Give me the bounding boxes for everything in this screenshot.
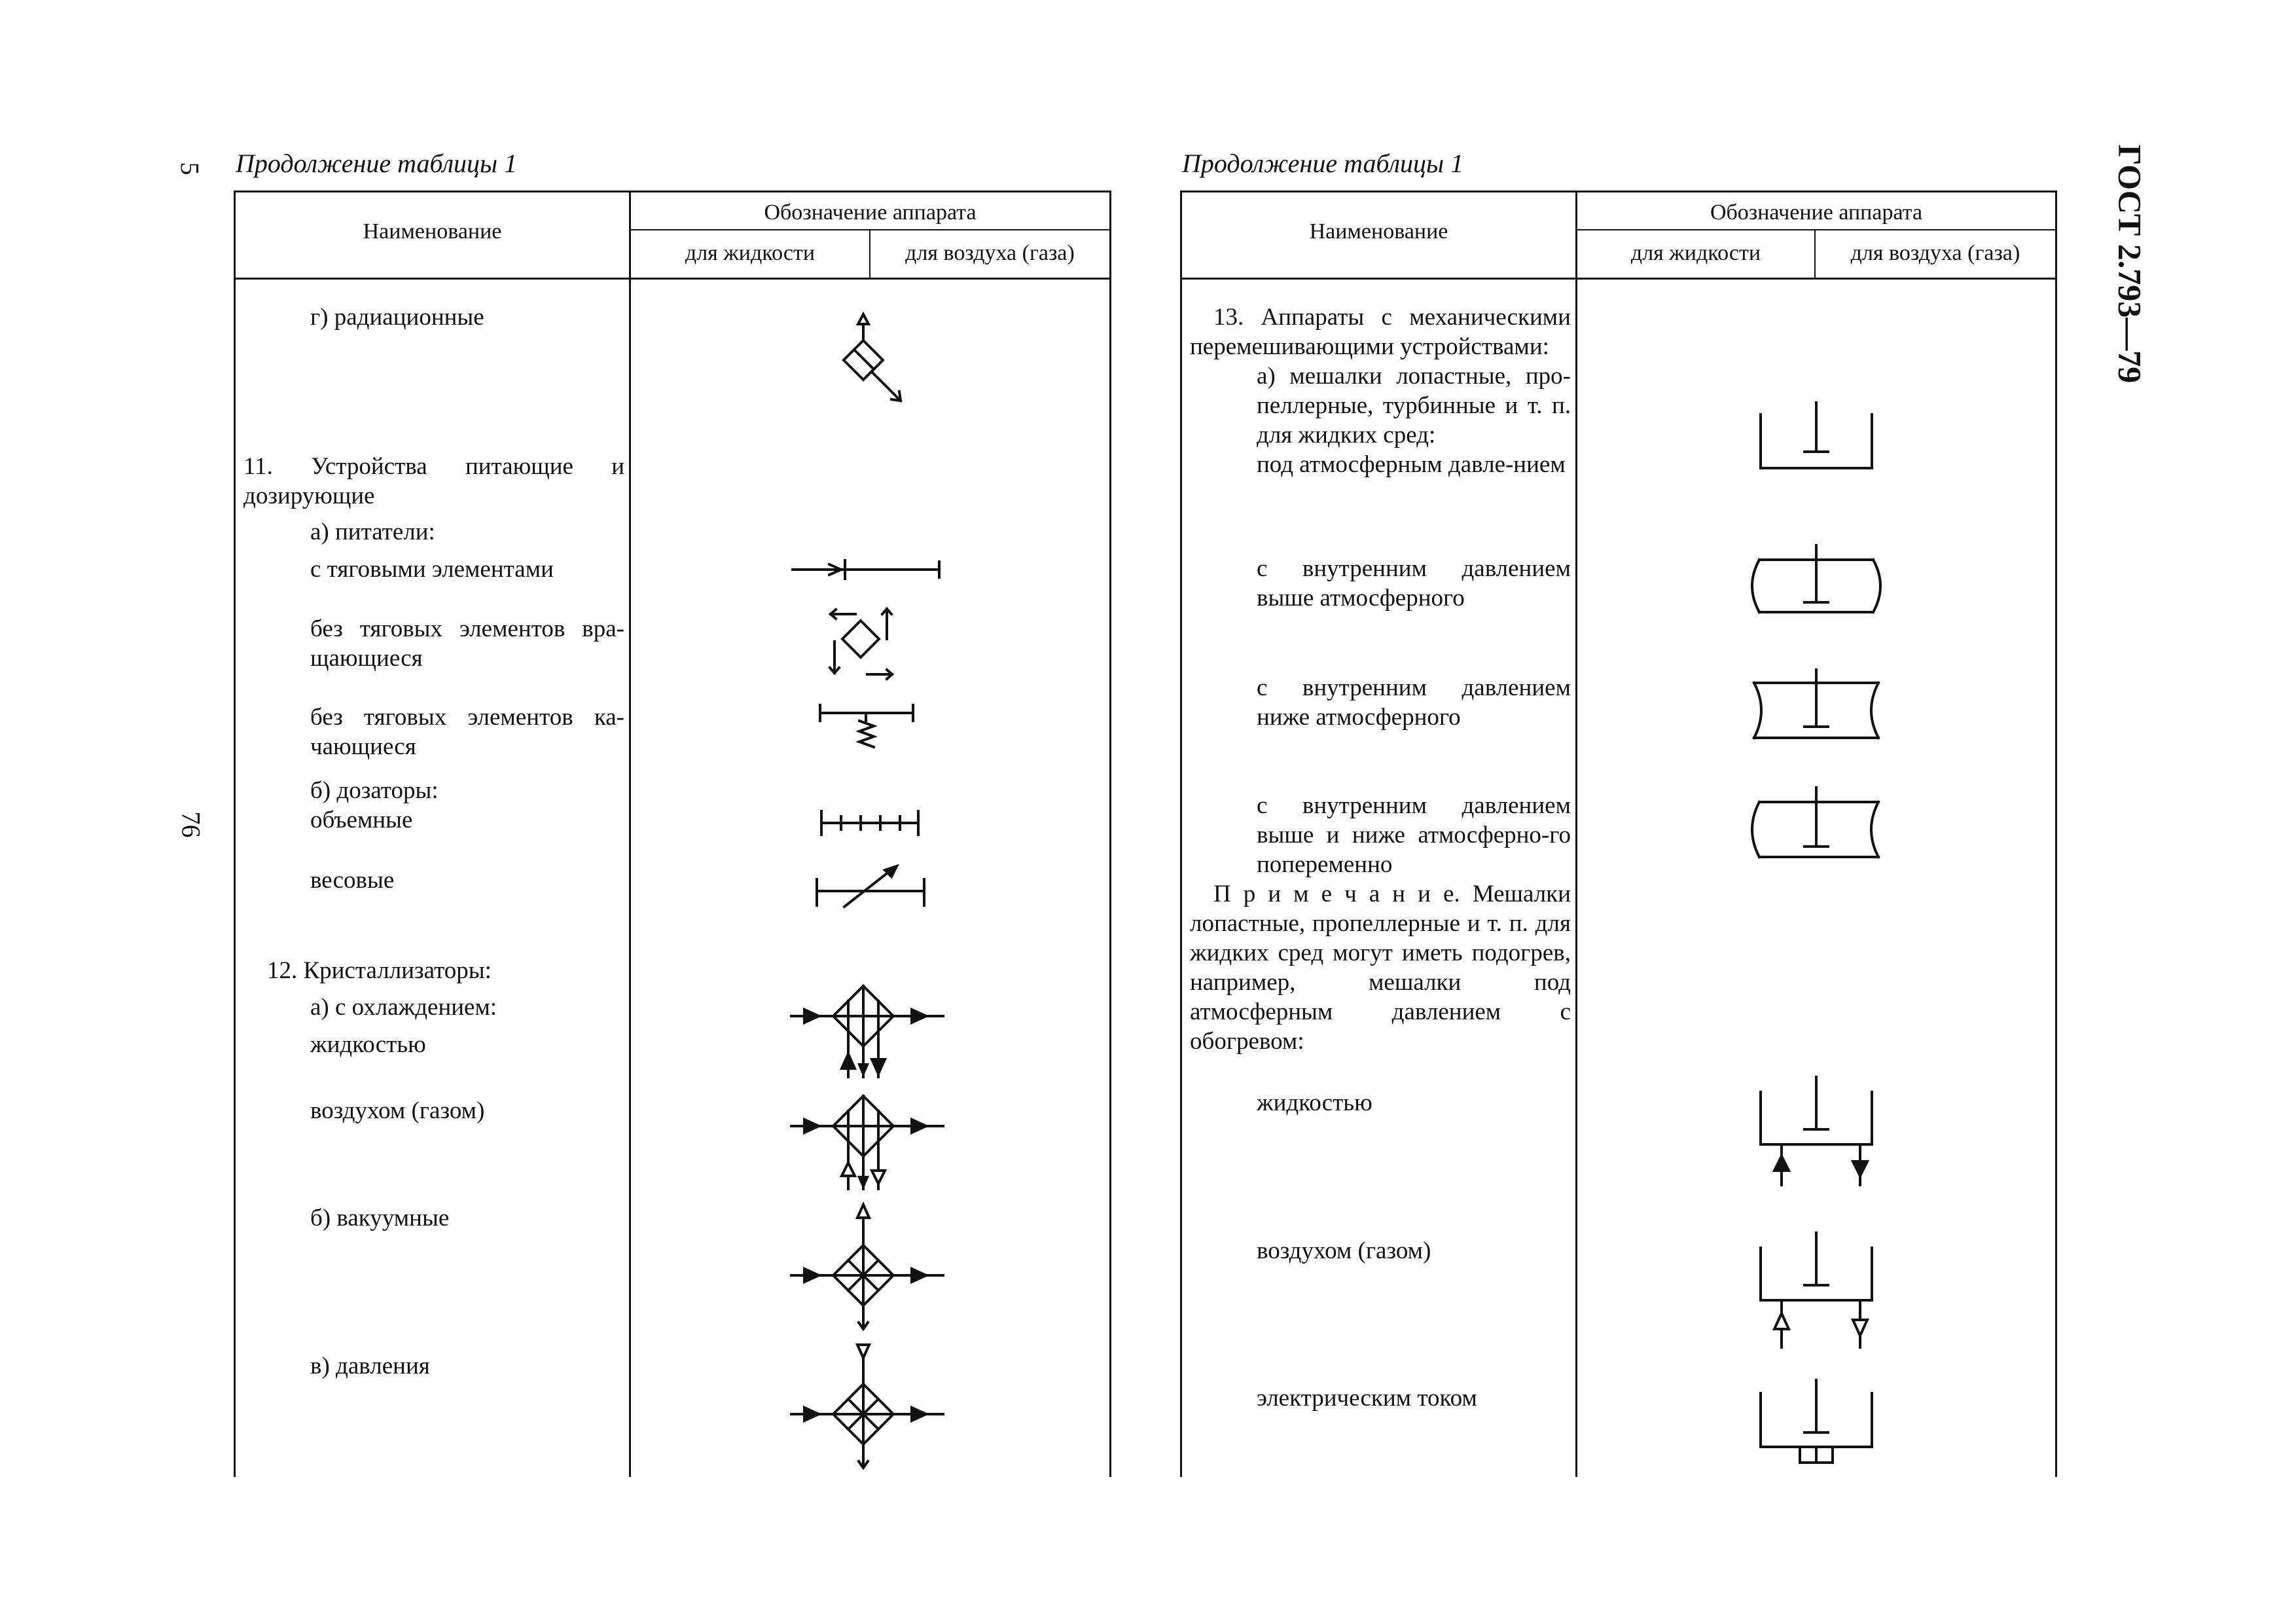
item-feeders-rotating: без тяговых элементов вра-щающиеся xyxy=(310,615,624,672)
mixer-heat-liquid-symbol xyxy=(1748,1074,1885,1192)
item-mixer-below: с внутренним давлением ниже атмосферного xyxy=(1257,674,1571,731)
standard-id: ГОСТ 2.793—79 xyxy=(2111,144,2149,384)
item-cooling-air: воздухом (газом) xyxy=(310,1097,485,1124)
right-header-liquid: для жидкости xyxy=(1630,241,1761,265)
mixer-atmospheric-symbol xyxy=(1748,396,1885,478)
mixer-above-atm-symbol xyxy=(1741,540,1892,622)
crystallizer-air-symbol xyxy=(789,1092,946,1197)
mixer-below-atm-symbol xyxy=(1741,665,1892,746)
item-mixer-above: с внутренним давлением выше атмосферного xyxy=(1257,555,1571,611)
right-header-name: Наименование xyxy=(1309,219,1448,244)
crystallizer-vacuum-symbol xyxy=(789,1203,946,1334)
item-heat-liquid: жидкостью xyxy=(1257,1089,1372,1116)
item-feeders-swinging: без тяговых элементов ка-чающиеся xyxy=(310,704,624,760)
item-heat-electric: электрическим током xyxy=(1257,1385,1477,1412)
radiation-dryer-symbol xyxy=(831,308,910,426)
item-crystallizers: 12. Кристаллизаторы: xyxy=(267,957,492,984)
left-table-caption: Продолжение таблицы 1 xyxy=(236,149,518,178)
item-dosers-weight: весовые xyxy=(310,867,395,894)
item-cooling: а) с охлаждением: xyxy=(310,994,497,1021)
right-header-designation: Обозначение аппарата xyxy=(1710,200,1923,225)
note-text: Мешалки лопастные, пропеллерные и т. п. для жидких сред могут иметь подогрев, например, мешалки под атмосферным давлением с обогревом: xyxy=(1190,881,1571,1055)
right-header-air: для воздуха (газа) xyxy=(1850,241,2020,265)
item-mixers-title: 13. Аппараты с механическими перемешивающими устройствами: xyxy=(1190,304,1571,360)
item-dosers-volume: объемные xyxy=(310,807,413,833)
item-feeders-a: а) питатели: xyxy=(310,519,435,545)
item-heat-air: воздухом (газом) xyxy=(1257,1237,1431,1264)
feeder-traction-symbol xyxy=(789,556,946,583)
gutter-page-number: 76 xyxy=(176,811,206,838)
crystallizer-pressure-symbol xyxy=(789,1342,946,1473)
left-header-name: Наименование xyxy=(363,219,502,244)
note-label: П р и м е ч а н и е. xyxy=(1213,881,1460,907)
mixer-heat-electric-symbol xyxy=(1748,1374,1885,1478)
item-feeders-traction: с тяговыми элементами xyxy=(310,556,554,583)
item-pressure: в) давления xyxy=(310,1353,430,1379)
mixer-alternating-symbol xyxy=(1741,782,1892,867)
item-vacuum: б) вакуумные xyxy=(310,1205,450,1231)
doser-weight-symbol xyxy=(812,861,929,913)
doser-volume-symbol xyxy=(815,802,926,841)
item-note xyxy=(1190,879,1571,1056)
item-cooling-liquid: жидкостью xyxy=(310,1031,426,1058)
left-header-liquid: для жидкости xyxy=(685,241,816,265)
item-mixer-alternating: с внутренним давлением выше и ниже атмосферно-го попеременно xyxy=(1257,792,1571,878)
right-table-caption: Продолжение таблицы 1 xyxy=(1182,149,1464,178)
item-dosers: б) дозаторы: xyxy=(310,777,439,804)
item-feeders-title: 11. Устройства питающие и дозирующие xyxy=(243,453,624,509)
left-page-mark: 5 xyxy=(175,162,205,175)
left-header-designation: Обозначение аппарата xyxy=(764,200,977,225)
item-mixers-a: а) мешалки лопастные, про-пеллерные, турбинные и т. п. для жидких сред: xyxy=(1257,363,1571,448)
left-header-air: для воздуха (газа) xyxy=(905,241,1075,265)
item-mixer-atm: под атмосферным давле-нием xyxy=(1257,451,1566,478)
crystallizer-liquid-symbol xyxy=(789,982,946,1087)
item-radiation: г) радиационные xyxy=(310,304,484,331)
mixer-heat-air-symbol xyxy=(1748,1223,1885,1354)
feeder-swinging-symbol xyxy=(815,697,920,750)
feeder-rotating-symbol xyxy=(821,602,900,681)
